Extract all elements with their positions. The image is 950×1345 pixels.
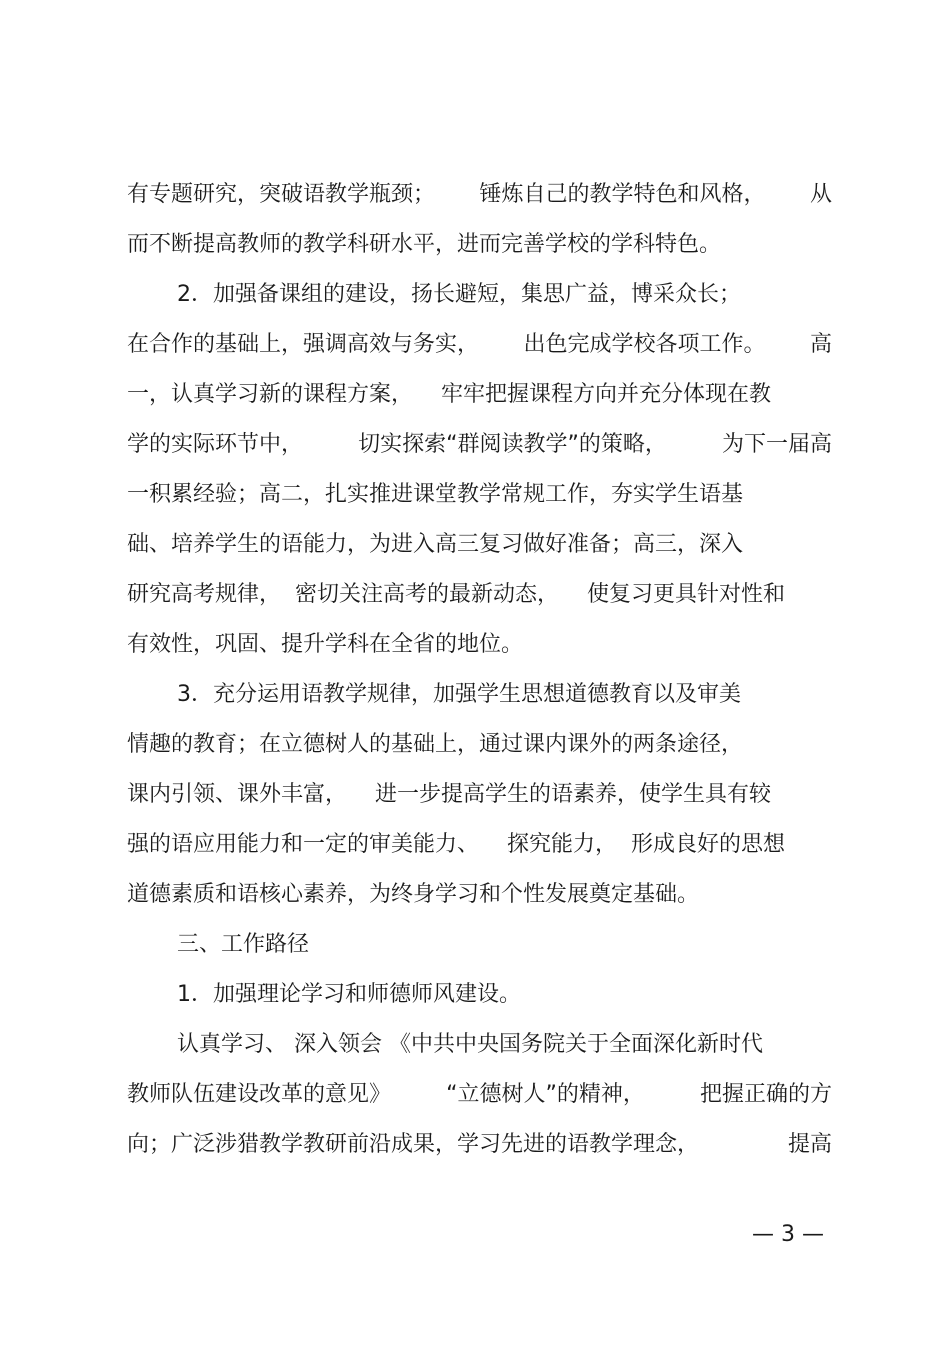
text-line-10: 有效性，巩固、提升学科在全省的地位。 xyxy=(127,632,524,657)
text-segment: 向；广泛涉猎教学教研前沿成果，学习先进的语教学理念， xyxy=(127,1132,700,1157)
text-line-6 xyxy=(127,430,832,460)
paragraph-3-heading: 3．充分运用语教学规律，加强学生思想道德教育以及审美 xyxy=(177,682,741,707)
text-line-2: 而不断提高教师的教学科研水平，进而完善学校的学科特色。 xyxy=(127,232,722,257)
text-segment: 锤炼自己的教学特色和风格， xyxy=(479,182,766,207)
text-segment: 学的实际环节中， xyxy=(127,432,304,457)
text-segment: 从 xyxy=(809,182,832,207)
text-line-1 xyxy=(127,180,832,210)
text-segment: “立德树人”的精神， xyxy=(446,1082,645,1107)
text-segment: 高 xyxy=(809,332,832,357)
text-segment: 出色完成学校各项工作。 xyxy=(523,332,766,357)
page-number: — 3 — xyxy=(752,1222,824,1247)
text-segment: 有专题研究，突破语教学瓶颈； xyxy=(127,182,436,207)
text-line-7: 一积累经验；高二，扎实推进课堂教学常规工作，夯实学生语基 xyxy=(127,482,744,507)
section-heading: 三、工作路径 xyxy=(177,932,310,957)
text-segment: 教师队伍建设改革的意见》 xyxy=(127,1082,392,1107)
paragraph-2-heading: 2．加强备课组的建设，扬长避短，集思广益，博采众长； xyxy=(177,282,741,307)
text-segment: 为下一届高 xyxy=(721,432,832,457)
text-line-8: 础、培养学生的语能力，为进入高三复习做好准备；高三，深入 xyxy=(127,532,744,557)
text-line-18: 认真学习、 深入领会 《中共中央国务院关于全面深化新时代 xyxy=(177,1032,763,1057)
subsection-heading: 1．加强理论学习和师德师风建设。 xyxy=(177,982,521,1007)
text-segment: 在合作的基础上，强调高效与务实， xyxy=(127,332,480,357)
text-line-5: 一，认真学习新的课程方案， 牢牢把握课程方向并充分体现在教 xyxy=(127,382,771,407)
text-line-15: 道德素质和语核心素养，为终身学习和个性发展奠定基础。 xyxy=(127,882,700,907)
text-line-20 xyxy=(127,1130,832,1160)
text-segment: 提高 xyxy=(787,1132,832,1157)
text-line-12: 情趣的教育；在立德树人的基础上，通过课内课外的两条途径， xyxy=(127,732,744,757)
text-line-4 xyxy=(127,330,832,360)
text-segment: 把握正确的方 xyxy=(699,1082,832,1107)
text-segment: 切实探索“群阅读教学”的策略， xyxy=(358,432,667,457)
text-line-19 xyxy=(127,1080,832,1110)
text-line-13: 课内引领、课外丰富， 进一步提高学生的语素养，使学生具有较 xyxy=(127,782,771,807)
text-line-14: 强的语应用能力和一定的审美能力、 探究能力， 形成良好的思想 xyxy=(127,832,785,857)
text-line-9: 研究高考规律， 密切关注高考的最新动态， 使复习更具针对性和 xyxy=(127,582,785,607)
